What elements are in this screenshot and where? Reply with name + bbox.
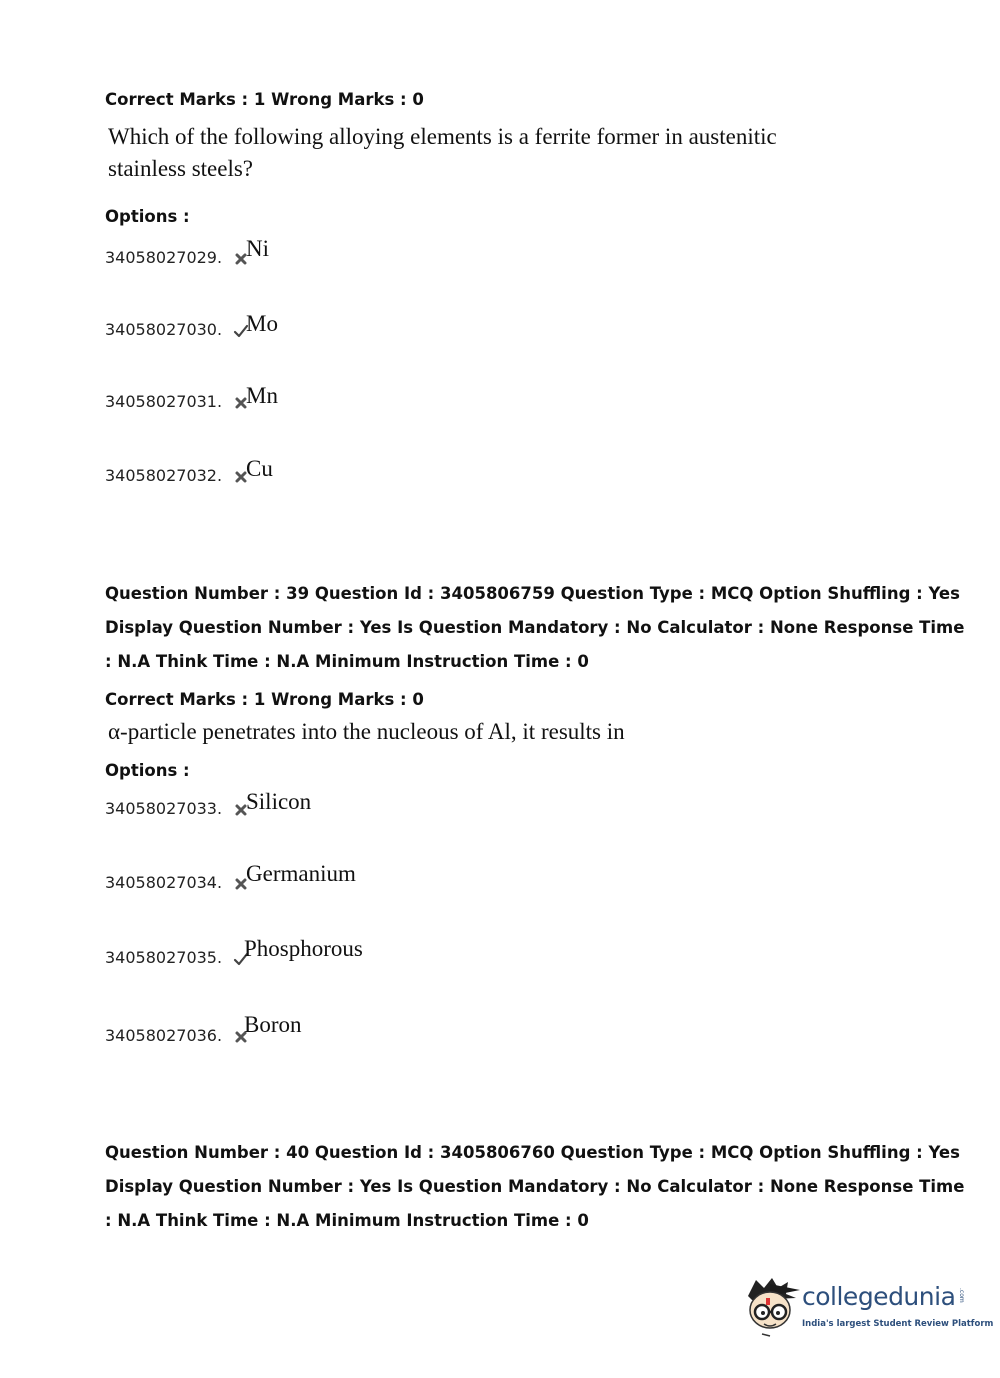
- logo-suffix: .com: [958, 1288, 965, 1303]
- question-header-line3: : N.A Think Time : N.A Minimum Instruction Time : 0: [105, 1211, 589, 1230]
- option-row: [105, 383, 278, 411]
- options-label: Options :: [105, 207, 190, 226]
- option-row: [105, 1012, 302, 1045]
- option-row: [105, 236, 269, 267]
- mascot-icon: [742, 1274, 802, 1340]
- question-header-line1: Question Number : 39 Question Id : 3405806759 Question Type : MCQ Option Shuffling : Yes: [105, 584, 960, 603]
- option-row: [105, 456, 273, 485]
- logo-tagline: India's largest Student Review Platform: [802, 1319, 994, 1329]
- option-id: 34058027033.: [105, 799, 223, 818]
- option-id: 34058027030.: [105, 320, 223, 339]
- option-id: 34058027036.: [105, 1026, 223, 1045]
- question-text: α-particle penetrates into the nucleous of Al, it results in: [108, 719, 625, 744]
- option-row: [105, 789, 312, 818]
- option-value: Mn: [246, 383, 278, 408]
- question-header-line2: Display Question Number : Yes Is Question Mandatory : No Calculator : None Response Time: [105, 618, 965, 637]
- option-value: Cu: [246, 456, 273, 481]
- option-id: 34058027029.: [105, 248, 223, 267]
- marks-line: Correct Marks : 1 Wrong Marks : 0: [105, 90, 424, 109]
- options-label: Options :: [105, 761, 190, 780]
- question-header-line2: Display Question Number : Yes Is Question Mandatory : No Calculator : None Response Time: [105, 1177, 965, 1196]
- question-header-line1: Question Number : 40 Question Id : 3405806760 Question Type : MCQ Option Shuffling : Yes: [105, 1143, 960, 1162]
- option-value: Silicon: [246, 789, 312, 814]
- option-value: Ni: [246, 236, 269, 261]
- marks-line: Correct Marks : 1 Wrong Marks : 0: [105, 690, 424, 709]
- option-value: Mo: [246, 311, 278, 336]
- option-row: [105, 861, 356, 892]
- option-value: Boron: [244, 1012, 302, 1037]
- option-row: [105, 936, 363, 967]
- option-value: Phosphorous: [244, 936, 363, 961]
- option-id: 34058027031.: [105, 392, 223, 411]
- option-id: 34058027035.: [105, 948, 223, 967]
- option-row: [105, 311, 278, 339]
- logo-wordmark: collegedunia: [802, 1282, 956, 1311]
- question-header-line3: : N.A Think Time : N.A Minimum Instruction Time : 0: [105, 652, 589, 671]
- question-text-line1: Which of the following alloying elements is a ferrite former in austenitic: [108, 124, 777, 149]
- option-id: 34058027032.: [105, 466, 223, 485]
- collegedunia-logo: [742, 1274, 994, 1340]
- option-value: Germanium: [246, 861, 356, 886]
- option-id: 34058027034.: [105, 873, 223, 892]
- question-text-line2: stainless steels?: [108, 156, 253, 181]
